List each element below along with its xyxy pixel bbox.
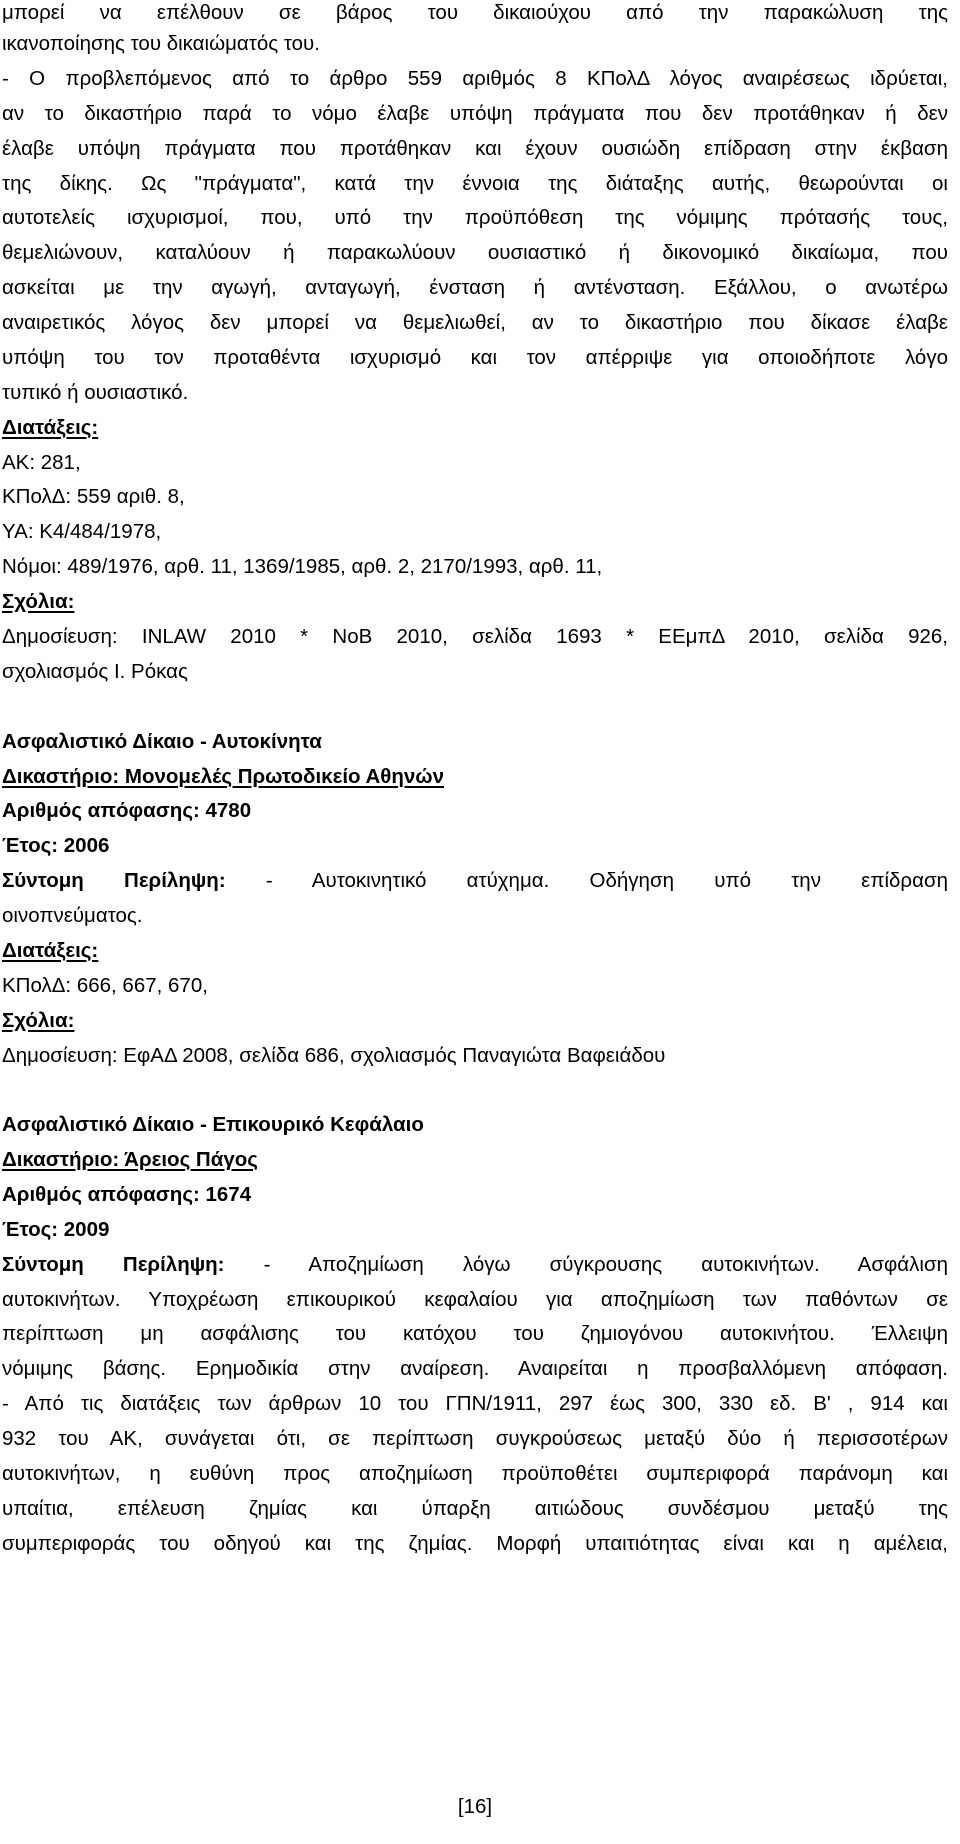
comment-line: Δημοσίευση: INLAW 2010 * ΝοΒ 2010, σελίδα 1693 * ΕΕμπΔ 2010, σελίδα 926, (2, 625, 948, 648)
case-decision-number: Αριθμός απόφασης: 4780 (2, 799, 252, 822)
text-line: της δίκης. Ως "πράγματα", κατά την έννοια της διάταξης αυτής, θεωρούνται οι (2, 172, 948, 195)
text-line: έλαβε υπόψη πράγματα που προτάθηκαν και έχουν ουσιώδη επίδραση στην έκβαση (2, 137, 948, 160)
summary-label: Σύντομη Περίληψη: (2, 869, 226, 892)
summary-label: Σύντομη Περίληψη: (2, 1253, 225, 1276)
summary-text: - Αποζημίωση λόγω σύγκρουσης αυτοκινήτων. Ασφάλιση (263, 1253, 948, 1276)
text-line: ασκείται με την αγωγή, ανταγωγή, ένσταση ή αντένσταση. Εξάλλου, ο ανωτέρω (2, 276, 948, 299)
page-number: [16] (457, 1795, 493, 1818)
case-year: Έτος: 2009 (2, 1218, 110, 1241)
comments-label: Σχόλια: (2, 590, 75, 613)
provisions-label: Διατάξεις: (2, 939, 99, 962)
case-decision-number: Αριθμός απόφασης: 1674 (2, 1183, 252, 1206)
comment-line: Δημοσίευση: ΕφΑΔ 2008, σελίδα 686, σχολιασμός Παναγιώτα Βαφειάδου (2, 1044, 666, 1067)
text-line: - Ο προβλεπόμενος από το άρθρο 559 αριθμός 8 ΚΠολΔ λόγος αναιρέσεως ιδρύεται, (2, 67, 948, 90)
case-summary-line (2, 1248, 948, 1282)
text-line: τυπικό ή ουσιαστικό. (2, 381, 189, 404)
summary-text: - Αυτοκινητικό ατύχημα. Οδήγηση υπό την επίδραση (265, 869, 948, 892)
comment-line: σχολιασμός Ι. Ρόκας (2, 660, 188, 683)
case-court: Δικαστήριο: Άρειος Πάγος (2, 1148, 258, 1171)
text-line: θεμελιώνουν, καταλύουν ή παρακωλύουν ουσιαστικό ή δικονομικό δικαίωμα, που (2, 241, 948, 264)
provision-item: ΚΠολΔ: 559 αριθ. 8, (2, 485, 185, 508)
text-line: υπόψη του τον προταθέντα ισχυρισμό και τον απέρριψε για οποιοδήποτε λόγο (2, 346, 948, 369)
case-category-heading: Ασφαλιστικό Δίκαιο - Αυτοκίνητα (2, 730, 322, 753)
case-summary-line: αυτοκινήτων, η ευθύνη προς αποζημίωση προϋποθέτει συμπεριφορά παράνομη και (2, 1462, 948, 1485)
case-summary-line (2, 864, 948, 898)
comments-label: Σχόλια: (2, 1009, 75, 1032)
case-summary-line: 932 του ΑΚ, συνάγεται ότι, σε περίπτωση συγκρούσεως μεταξύ δύο ή περισσοτέρων (2, 1427, 948, 1450)
provisions-label: Διατάξεις: (2, 416, 99, 439)
case-summary-line: συμπεριφοράς του οδηγού και της ζημίας. Μορφή υπαιτιότητας είναι και η αμέλεια, (2, 1532, 948, 1555)
text-line: αυτοτελείς ισχυρισμοί, που, υπό την προϋπόθεση της νόμιμης πρότασής τους, (2, 206, 948, 229)
case-court: Δικαστήριο: Μονομελές Πρωτοδικείο Αθηνών (2, 765, 445, 788)
case-summary-line: - Από τις διατάξεις των άρθρων 10 του ΓΠΝ/1911, 297 έως 300, 330 εδ. Β' , 914 και (2, 1392, 948, 1415)
case-summary-line: νόμιμης βάσης. Ερημοδικία στην αναίρεση. Αναιρείται η προσβαλλόμενη απόφαση. (2, 1357, 948, 1380)
text-line: μπορεί να επέλθουν σε βάρος του δικαιούχου από την παρακώλυση της (2, 1, 948, 24)
case-category-heading: Ασφαλιστικό Δίκαιο - Επικουρικό Κεφάλαιο (2, 1113, 424, 1136)
case-summary-line: υπαίτια, επέλευση ζημίας και ύπαρξη αιτιώδους συνδέσμου μεταξύ της (2, 1497, 948, 1520)
case-summary-line: αυτοκινήτων. Υποχρέωση επικουρικού κεφαλαίου για αποζημίωση των παθόντων σε (2, 1288, 948, 1311)
provision-item: ΚΠολΔ: 666, 667, 670, (2, 974, 208, 997)
text-line: ικανοποίησης του δικαιώματός του. (2, 32, 320, 55)
provision-item: ΥΑ: Κ4/484/1978, (2, 520, 162, 543)
case-summary-line: περίπτωση μη ασφάλισης του κατόχου του ζημιογόνου αυτοκινήτου. Έλλειψη (2, 1322, 948, 1345)
case-summary-line: οινοπνεύματος. (2, 904, 143, 927)
text-line: αναιρετικός λόγος δεν μπορεί να θεμελιωθεί, αν το δικαστήριο που δίκασε έλαβε (2, 311, 948, 334)
case-year: Έτος: 2006 (2, 834, 110, 857)
text-line: αν το δικαστήριο παρά το νόμο έλαβε υπόψη πράγματα που δεν προτάθηκαν ή δεν (2, 102, 948, 125)
provision-item: ΑΚ: 281, (2, 451, 81, 474)
provision-item: Νόμοι: 489/1976, αρθ. 11, 1369/1985, αρθ. 2, 2170/1993, αρθ. 11, (2, 555, 603, 578)
